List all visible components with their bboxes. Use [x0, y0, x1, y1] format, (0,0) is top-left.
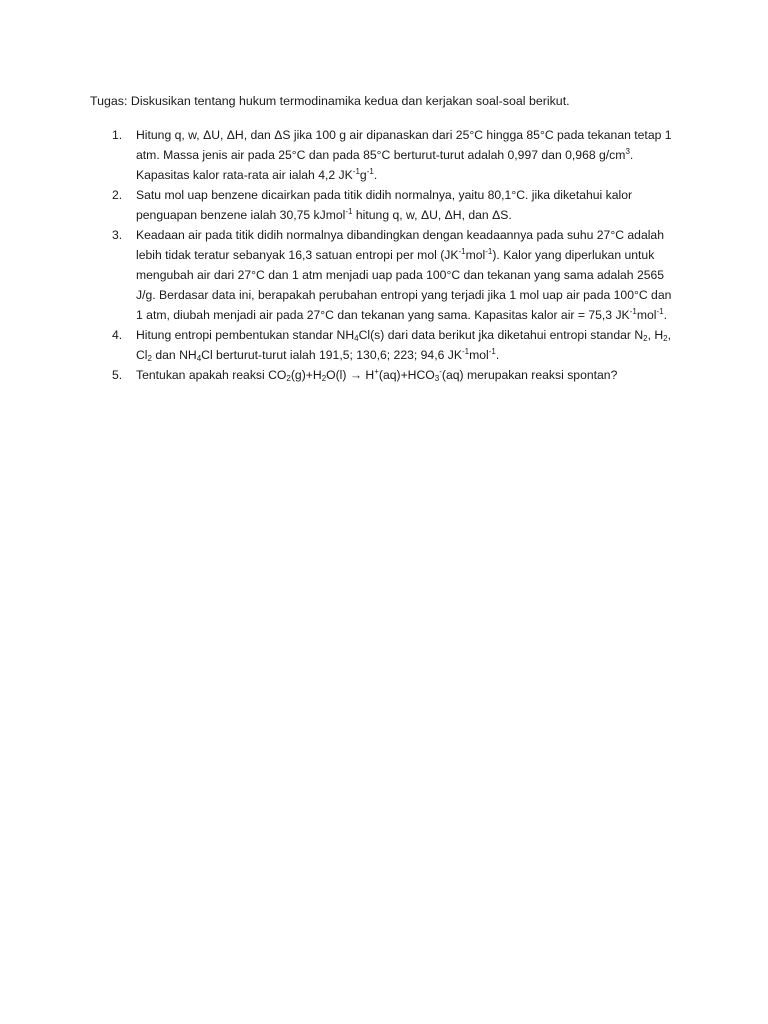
question-number: 2. [112, 188, 123, 202]
question-item [112, 185, 672, 225]
question-text: Hitung entropi pembentukan standar $NH_4Cl(s)$ dari data berikut jka diketahui entropi standar $N_2$, $H_2$, $Cl_2$ dan $NH_4Cl$ berturut-turut ialah 191,5; 130,6; 223; 94,6 $JK^{-1}mol^{-1}$. [136, 328, 671, 363]
question-number: 1. [112, 128, 123, 142]
question-number: 4. [112, 328, 123, 342]
question-item [112, 225, 672, 325]
task-instruction: Diskusikan tentang hukum termodinamika kedua dan kerjakan soal-soal berikut. [127, 94, 570, 108]
question-number: 5. [112, 368, 123, 382]
task-intro [90, 93, 690, 110]
question-item [112, 125, 672, 185]
question-text: Keadaan air pada titik didih normalnya dibandingkan dengan keadaannya pada suhu 27°C adalah lebih tidak teratur sebanyak 16,3 satuan entropi per mol $(JK^{-1}mol^{-1})$. Kalor yang diperlukan untuk mengubah air dari 27°C dan 1 atm menjadi uap pada 100°C dan tekanan yang sama adalah 2565 J/g. Berdasar data ini, berapakah perubahan entropi yang terjadi jika 1 mol uap air pada 100°C dan 1 atm, diubah menjadi air pada 27°C dan tekanan yang sama. Kapasitas kalor air = 75,3 $JK^{-1}mol^{-1}$. [136, 228, 672, 322]
question-list [112, 125, 672, 385]
task-label: Tugas: [90, 94, 128, 108]
question-number: 3. [112, 228, 123, 242]
question-item [112, 365, 672, 385]
question-text: Satu mol uap benzene dicairkan pada titik didih normalnya, yaitu 80,1°C. jika diketahui kalor penguapan benzene ialah 30,75 kJmol$^{-1}$ hitung q, w, ΔU, ΔH, dan ΔS. [136, 188, 633, 222]
question-text: Tentukan apakah reaksi $CO_2(g)+H_2O(l) \to H^+(aq)+HCO_3^-(aq)$ merupakan reaksi spontan? [136, 367, 618, 383]
question-item [112, 325, 672, 365]
question-text: Hitung q, w, ΔU, ΔH, dan ΔS jika 100 g air dipanaskan dari 25°C hingga 85°C pada tekanan tetap 1 atm. Massa jenis air pada 25°C dan pada 85°C berturut-turut adalah 0,997 dan 0,968 $g/cm^3$. Kapasitas kalor rata-rata air ialah 4,2 $JK^{-1}g^{-1}$. [136, 128, 672, 182]
